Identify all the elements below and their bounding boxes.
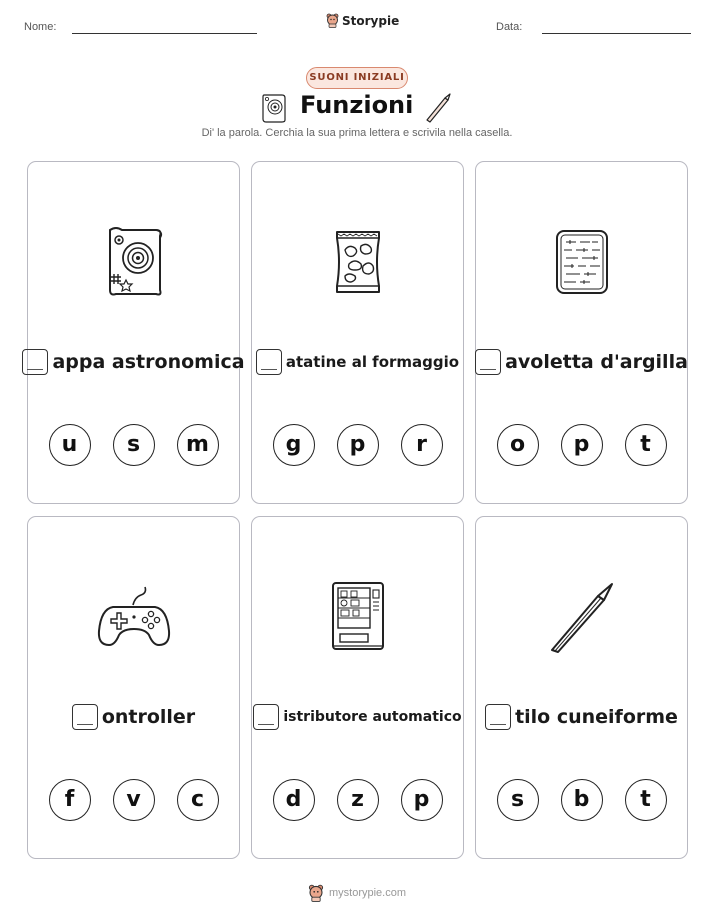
word-ending: avoletta d'argilla: [505, 351, 688, 373]
first-letter-box[interactable]: [256, 349, 282, 375]
letter-choice[interactable]: p: [561, 424, 603, 466]
instructions: Di' la parola. Cerchia la sua prima lettera e scrivila nella casella.: [201, 127, 513, 139]
letter-choice[interactable]: d: [273, 779, 315, 821]
word-row: [252, 349, 463, 375]
bear-mascot-icon: [308, 884, 324, 902]
word-row: [28, 349, 245, 375]
letter-choice[interactable]: p: [337, 424, 379, 466]
word-row: [476, 704, 687, 730]
first-letter-box[interactable]: [475, 349, 501, 375]
first-letter-box[interactable]: [72, 704, 98, 730]
first-letter-box[interactable]: [485, 704, 511, 730]
letter-choice[interactable]: s: [497, 779, 539, 821]
letter-choice[interactable]: z: [337, 779, 379, 821]
game-controller-icon: [28, 583, 239, 651]
brand-name: Storypie: [342, 13, 400, 28]
bear-mascot-icon: [326, 13, 339, 28]
brand-logo: [326, 13, 399, 28]
letter-choice[interactable]: t: [625, 424, 667, 466]
letter-choices: [252, 424, 463, 466]
word-row: [252, 704, 463, 730]
date-line[interactable]: [542, 33, 691, 34]
letter-choice[interactable]: p: [401, 779, 443, 821]
word-ending: appa astronomica: [52, 351, 245, 373]
stylus-icon: [476, 580, 687, 654]
footer: [0, 884, 714, 902]
word-ending: tilo cuneiforme: [515, 706, 678, 728]
vending-machine-icon: [252, 580, 463, 654]
clay-tablet-icon: [476, 228, 687, 296]
letter-choice[interactable]: s: [113, 424, 155, 466]
worksheet-header: [0, 0, 714, 50]
word-card: [251, 516, 464, 859]
word-card: [27, 516, 240, 859]
name-label: Nome:: [24, 21, 57, 33]
letter-choice[interactable]: u: [49, 424, 91, 466]
date-label: Data:: [496, 21, 523, 33]
letter-choice[interactable]: g: [273, 424, 315, 466]
word-ending: ontroller: [101, 706, 196, 728]
letter-choice[interactable]: o: [497, 424, 539, 466]
word-ending: istributore automatico: [283, 709, 462, 725]
word-card: [27, 161, 245, 504]
letter-choices: [252, 779, 463, 821]
category-badge: SUONI INIZIALI: [306, 67, 408, 89]
word-card: [475, 516, 688, 859]
word-row: [476, 349, 687, 375]
star-map-icon: [261, 92, 287, 129]
letter-choice[interactable]: r: [401, 424, 443, 466]
name-line[interactable]: [72, 33, 257, 34]
letter-choice[interactable]: f: [49, 779, 91, 821]
stylus-icon: [421, 92, 453, 129]
letter-choices: [476, 424, 687, 466]
page-title: Funzioni: [300, 91, 414, 119]
first-letter-box[interactable]: [22, 349, 48, 375]
word-ending: atatine al formaggio: [285, 353, 460, 371]
letter-choice[interactable]: b: [561, 779, 603, 821]
letter-choice[interactable]: t: [625, 779, 667, 821]
word-card: [475, 161, 688, 504]
letter-choices: [28, 424, 239, 466]
letter-choices: [476, 779, 687, 821]
footer-url[interactable]: mystorypie.com: [328, 887, 407, 899]
letter-choice[interactable]: m: [177, 424, 219, 466]
title-row: [0, 90, 714, 126]
letter-choice[interactable]: v: [113, 779, 155, 821]
word-card: [251, 161, 464, 504]
word-row: [28, 704, 239, 730]
first-letter-box[interactable]: [253, 704, 279, 730]
letter-choices: [28, 779, 239, 821]
star-map-icon: [28, 224, 239, 300]
letter-choice[interactable]: c: [177, 779, 219, 821]
cheese-snack-bag-icon: [252, 228, 463, 296]
